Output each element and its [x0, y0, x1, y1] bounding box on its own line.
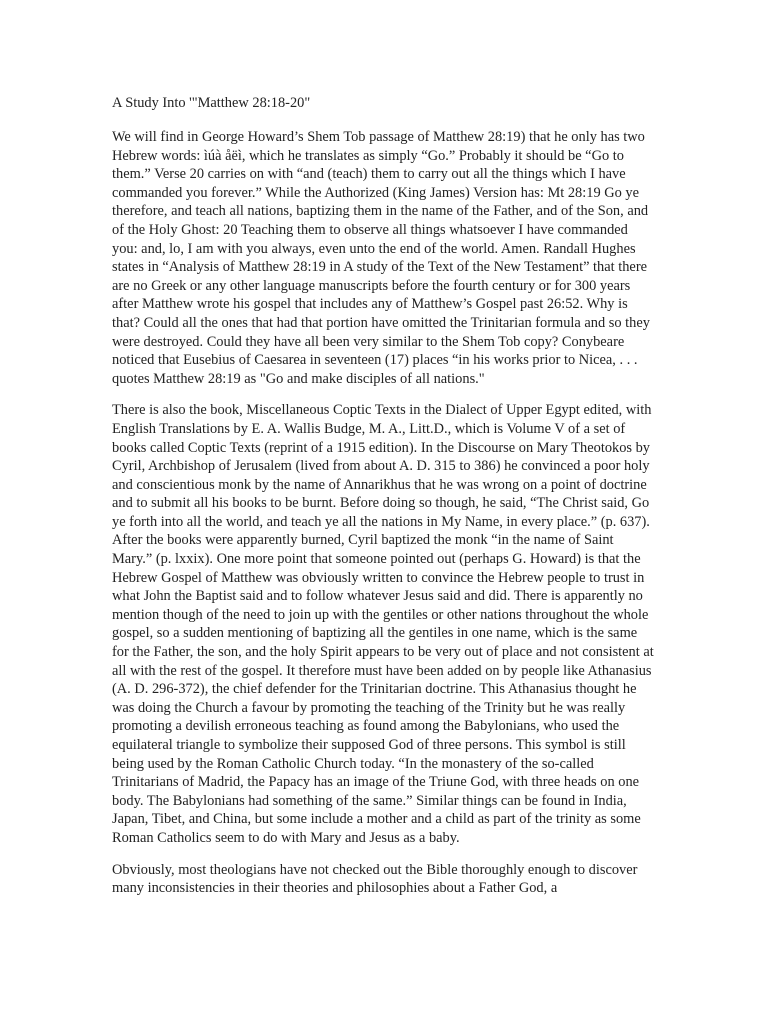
- paragraph-1: We will find in George Howard’s Shem Tob passage of Matthew 28:19) that he only has two Hebrew words: ìúà åëì, which he translates as simply “Go.” Probably it should be “Go to them.” Verse 20 carries on with “and (teach) them to carry out all the things which I have commanded you forever.” While the Authorized (King James) Version has: Mt 28:19 Go ye therefore, and teach all nations, baptizing them in the name of the Father, and of the Son, and of the Holy Ghost: 20 Teaching them to observe all things whatsoever I have commanded you: and, lo, I am with you always, even unto the end of the world. Amen. Randall Hughes states in “Analysis of Matthew 28:19 in A study of the Text of the New Testament” that there are no Greek or any other language manuscripts before the fourth century or for 300 years after Matthew wrote his gospel that includes any of Matthew’s Gospel past 26:52. Why is that? Could all the ones that had that portion have omitted the Trinitarian formula and so they were destroyed. Could they have all been very similar to the Shem Tob copy? Conybeare noticed that Eusebius of Caesarea in seventeen (17) places “in his works prior to Nicea, . . . quotes Matthew 28:19 as "Go and make disciples of all nations.": [112, 129, 650, 387]
- paragraph-2: There is also the book, Miscellaneous Coptic Texts in the Dialect of Upper Egypt edited, with English Translations by E. A. Wallis Budge, M. A., Litt.D., which is Volume V of a set of books called Coptic Texts (reprint of a 1915 edition). In the Discourse on Mary Theotokos by Cyril, Archbishop of Jerusalem (lived from about A. D. 315 to 386) he convinced a poor holy and conscientious monk by the name of Annarikhus that he was wrong on a point of doctrine and to submit all his books to be burnt. Before doing so though, he said, “The Christ said, Go ye forth into all the world, and teach ye all the nations in My Name, in every place.” (p. 637). After the books were apparently burned, Cyril baptized the monk “in the name of Saint Mary.” (p. lxxix). One more point that someone pointed out (perhaps G. Howard) is that the Hebrew Gospel of Matthew was obviously written to convince the Hebrew people to trust in what John the Baptist said and to follow whatever Jesus said and did. There is apparently no mention though of the need to join up with the gentiles or other nations throughout the whole gospel, so a sudden mentioning of baptizing all the gentiles in one name, which is the same for the Father, the son, and the holy Spirit appears to be very out of place and not consistent at all with the rest of the gospel. It therefore must have been added on by people like Athanasius (A. D. 296-372), the chief defender for the Trinitarian doctrine. This Athanasius thought he was doing the Church a favour by promoting the teaching of the Trinity but he was really promoting a devilish erroneous teaching as found among the Babylonians, who used the equilateral triangle to symbolize their supposed God of three persons. This symbol is still being used by the Roman Catholic Church today. “In the monastery of the so-called Trinitarians of Madrid, the Papacy has an image of the Triune God, with three heads on one body. The Babylonians had something of the same.” Similar things can be found in India, Japan, Tibet, and China, but some include a mother and a child as part of the trinity as some Roman Catholics seem to do with Mary and Jesus as a baby.: [112, 402, 654, 846]
- paragraph-3: Obviously, most theologians have not checked out the Bible thoroughly enough to discover many inconsistencies in their theories and philosophies about a Father God, a: [112, 861, 638, 897]
- document-title: A Study Into '"Matthew 28:18-20": [112, 95, 311, 111]
- document-body: [112, 94, 657, 911]
